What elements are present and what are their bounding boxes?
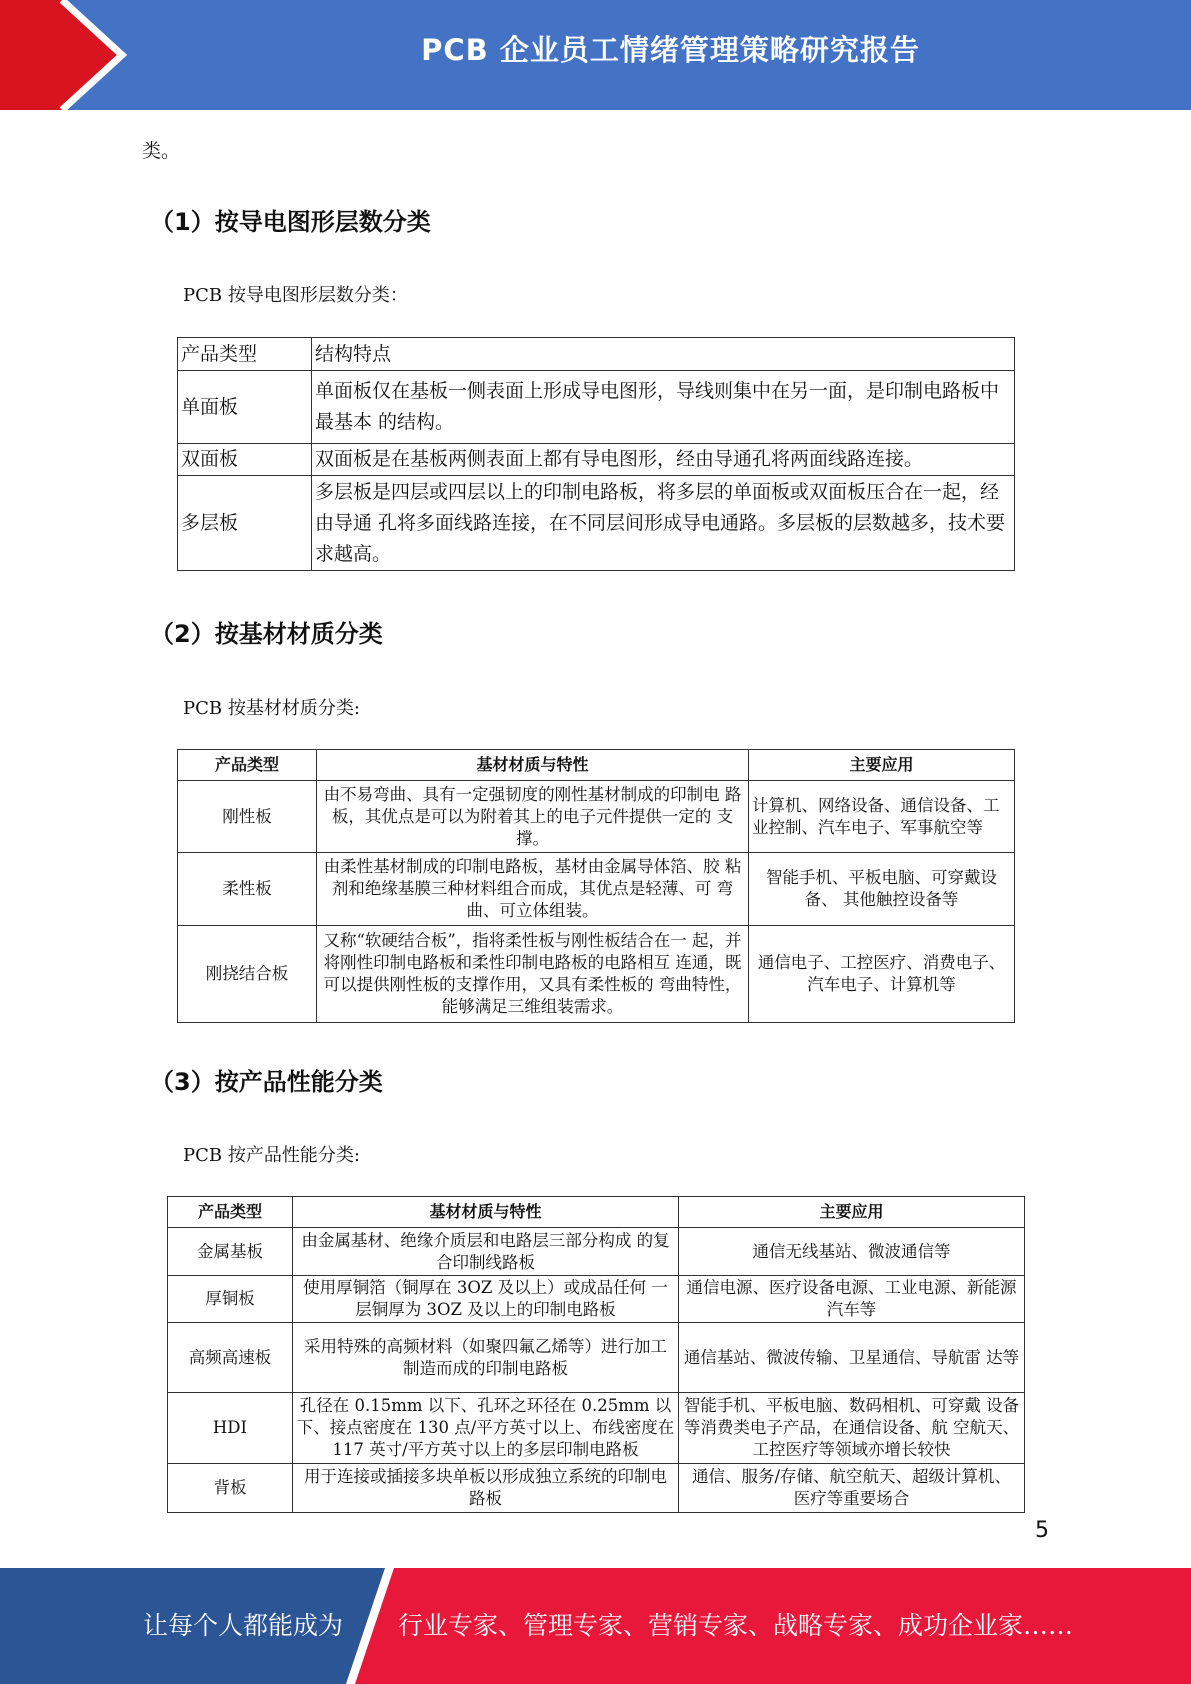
section-heading-layers: （1）按导电图形层数分类 (150, 208, 431, 236)
table-row (168, 1393, 1025, 1464)
table-row (168, 1228, 1025, 1276)
material-cell: 又称“软硬结合板”，指将柔性板与刚性板结合在一 起，并将刚性印制电路板和柔性印制电路板的电路相互 连通，既可以提供刚性板的支撑作用，又具有柔性板的 弯曲特性，能够满足三维组装需求。 (317, 926, 749, 1023)
material-cell: 孔径在 0.15mm 以下、孔环之环径在 0.25mm 以 下、接点密度在 130 点/平方英寸以上、布线密度在 117 英寸/平方英寸以上的多层印制电路板 (293, 1393, 679, 1464)
header-cell: 基材材质与特性 (317, 750, 749, 781)
application-cell: 通信无线基站、微波通信等 (679, 1228, 1025, 1276)
footer-slogan-left: 让每个人都能成为 (143, 1611, 344, 1640)
table-row (178, 371, 1015, 444)
application-cell: 通信、服务/存储、航空航天、超级计算机、 医疗等重要场合 (679, 1464, 1025, 1513)
header-cell: 基材材质与特性 (293, 1197, 679, 1228)
description-cell: 双面板是在基板两侧表面上都有导电图形，经由导通孔将两面线路连接。 (312, 444, 1015, 476)
material-cell: 采用特殊的高频材料（如聚四氟乙烯等）进行加工制造而成的印制电路板 (293, 1323, 679, 1393)
product-type-cell: 单面板 (178, 371, 312, 444)
product-type-cell: 刚性板 (178, 781, 317, 853)
product-type-cell: 双面板 (178, 444, 312, 476)
table-header-row (178, 750, 1015, 781)
table-performance (167, 1196, 1025, 1513)
footer-slogan-right: 行业专家、管理专家、营销专家、战略专家、成功企业家…… (398, 1611, 1074, 1640)
table-row (178, 476, 1015, 571)
page-number: 5 (1035, 1518, 1049, 1543)
table-header-row (178, 338, 1015, 371)
application-cell: 计算机、网络设备、通信设备、工 业控制、汽车电子、军事航空等 (749, 781, 1015, 853)
table-row (178, 853, 1015, 926)
product-type-cell: 高频高速板 (168, 1323, 293, 1393)
section-intro-performance: PCB 按产品性能分类: (183, 1145, 360, 1166)
header-arrow-decoration (0, 0, 160, 110)
table-row (178, 781, 1015, 853)
header-cell: 产品类型 (178, 338, 312, 371)
section-heading-performance: （3）按产品性能分类 (150, 1068, 383, 1096)
table-row (168, 1464, 1025, 1513)
table-material (177, 749, 1015, 1023)
material-cell: 用于连接或插接多块单板以形成独立系统的印制电路板 (293, 1464, 679, 1513)
header-cell: 结构特点 (312, 338, 1015, 371)
product-type-cell: 多层板 (178, 476, 312, 571)
material-cell: 使用厚铜箔（铜厚在 3OZ 及以上）或成品任何 一层铜厚为 3OZ 及以上的印制电路板 (293, 1276, 679, 1323)
table-layers (177, 337, 1015, 571)
description-cell: 多层板是四层或四层以上的印制电路板，将多层的单面板或双面板压合在一起，经由导通 孔将多面线路连接，在不同层间形成导电通路。多层板的层数越多，技术要求越高。 (312, 476, 1015, 571)
product-type-cell: 背板 (168, 1464, 293, 1513)
table-row (178, 444, 1015, 476)
material-cell: 由不易弯曲、具有一定强韧度的刚性基材制成的印制电 路板，其优点是可以为附着其上的电子元件提供一定的 支撑。 (317, 781, 749, 853)
section-heading-material: （2）按基材材质分类 (150, 620, 383, 648)
material-cell: 由柔性基材制成的印制电路板，基材由金属导体箔、胶 粘剂和绝缘基膜三种材料组合而成，其优点是轻薄、可 弯曲、可立体组装。 (317, 853, 749, 926)
table-header-row (168, 1197, 1025, 1228)
application-cell: 通信电源、医疗设备电源、工业电源、新能源汽车等 (679, 1276, 1025, 1323)
application-cell: 通信基站、微波传输、卫星通信、导航雷 达等 (679, 1323, 1025, 1393)
page-footer (0, 1568, 1191, 1684)
description-cell: 单面板仅在基板一侧表面上形成导电图形，导线则集中在另一面，是印制电路板中最基本 的结构。 (312, 371, 1015, 444)
section-intro-material: PCB 按基材材质分类: (183, 698, 360, 719)
table-row (168, 1323, 1025, 1393)
product-type-cell: 刚挠结合板 (178, 926, 317, 1023)
application-cell: 通信电子、工控医疗、消费电子、 汽车电子、计算机等 (749, 926, 1015, 1023)
product-type-cell: 厚铜板 (168, 1276, 293, 1323)
header-cell: 主要应用 (679, 1197, 1025, 1228)
product-type-cell: 柔性板 (178, 853, 317, 926)
section-intro-layers: PCB 按导电图形层数分类： (183, 285, 408, 306)
continuation-text: 类。 (142, 140, 181, 162)
page-header (0, 0, 1191, 110)
application-cell: 智能手机、平板电脑、可穿戴设备、 其他触控设备等 (749, 853, 1015, 926)
product-type-cell: 金属基板 (168, 1228, 293, 1276)
product-type-cell: HDI (168, 1393, 293, 1464)
header-cell: 主要应用 (749, 750, 1015, 781)
table-row (168, 1276, 1025, 1323)
application-cell: 智能手机、平板电脑、数码相机、可穿戴 设备等消费类电子产品，在通信设备、航 空航天、工控医疗等领域亦增长较快 (679, 1393, 1025, 1464)
header-cell: 产品类型 (168, 1197, 293, 1228)
report-title: PCB 企业员工情绪管理策略研究报告 (421, 33, 920, 67)
header-cell: 产品类型 (178, 750, 317, 781)
table-row (178, 926, 1015, 1023)
material-cell: 由金属基材、绝缘介质层和电路层三部分构成 的复合印制线路板 (293, 1228, 679, 1276)
